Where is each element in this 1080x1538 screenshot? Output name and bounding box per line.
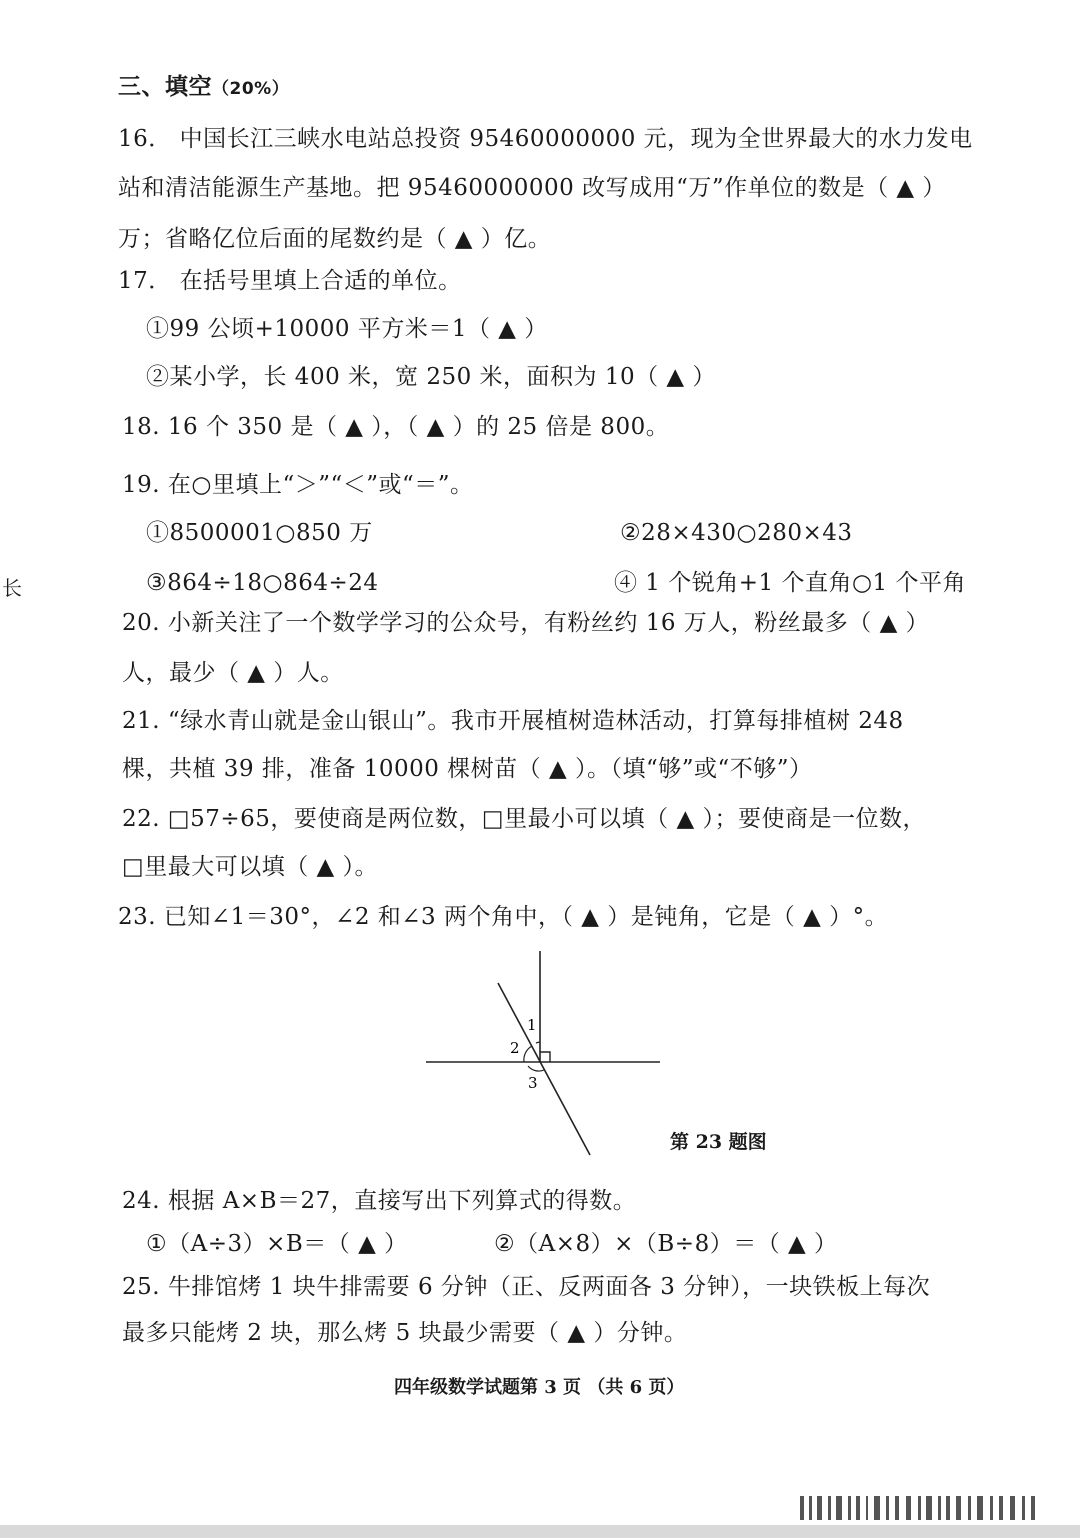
q16-line-3: 万；省略亿位后面的尾数约是（ ▲ ）亿。 — [118, 226, 552, 252]
q25-line-2: 最多只能烤 2 块，那么烤 5 块最少需要（ ▲ ）分钟。 — [122, 1320, 688, 1346]
slanted-line — [498, 983, 590, 1155]
page-footer: 四年级数学试题第 3 页 （共 6 页） — [394, 1377, 685, 1398]
section-heading-pct: （20%） — [212, 79, 290, 99]
q19-item-1: ①8500001○850 万 — [146, 520, 373, 546]
angle-label-1: 1 — [527, 1016, 537, 1034]
q19-item-3: ③864÷18○864÷24 — [146, 570, 379, 596]
angle-label-2: 2 — [510, 1039, 520, 1057]
scan-barcode-artifact — [800, 1496, 1050, 1520]
q16-line-1: 16． 中国长江三峡水电站总投资 95460000000 元，现为全世界最大的水力发电 — [118, 126, 973, 152]
section-heading-main: 三、填空 — [118, 74, 212, 100]
q24-line-1: 24. 根据 A×B＝27，直接写出下列算式的得数。 — [122, 1188, 637, 1214]
q17-line-1: 17． 在括号里填上合适的单位。 — [118, 268, 462, 294]
q24-item-2: ②（A×8）×（B÷8）＝（ ▲ ） — [494, 1231, 838, 1257]
q24-item-1: ①（A÷3）×B＝（ ▲ ） — [146, 1231, 408, 1257]
q22-line-1: 22. □57÷65，要使商是两位数，□里最小可以填（ ▲ ）；要使商是一位数， — [122, 806, 926, 832]
q21-line-1: 21. “绿水青山就是金山银山”。我市开展植树造林活动，打算每排植树 248 — [122, 708, 904, 734]
scan-edge-strip — [0, 1525, 1080, 1538]
q18-line-1: 18. 16 个 350 是（ ▲ ），（ ▲ ）的 25 倍是 800。 — [122, 414, 670, 440]
q22-line-2: □里最大可以填（ ▲ ）。 — [122, 854, 379, 880]
q17-item-1: ①99 公顷+10000 平方米＝1（ ▲ ） — [146, 316, 548, 342]
q20-line-2: 人，最少（ ▲ ）人。 — [122, 660, 344, 686]
section-heading — [118, 72, 1080, 104]
q19-item-4: ④ 1 个锐角+1 个直角○1 个平角 — [614, 570, 966, 596]
angle-label-3: 3 — [528, 1074, 538, 1092]
q17-item-2: ②某小学，长 400 米，宽 250 米，面积为 10（ ▲ ） — [146, 364, 716, 390]
q21-line-2: 棵，共植 39 排，准备 10000 棵树苗（ ▲ ）。（填“够”或“不够”） — [122, 756, 813, 782]
angle-arc-2 — [524, 1046, 532, 1062]
q20-line-1: 20. 小新关注了一个数学学习的公众号，有粉丝约 16 万人，粉丝最多（ ▲ ） — [122, 610, 930, 636]
q16-line-2: 站和清洁能源生产基地。把 95460000000 改写成用“万”作单位的数是（ ▲ ） — [118, 175, 946, 201]
q19-item-2: ②28×430○280×43 — [620, 520, 853, 546]
figure-caption: 第 23 题图 — [670, 1131, 767, 1153]
q19-line-1: 19. 在○里填上“＞”“＜”或“＝”。 — [122, 472, 474, 498]
margin-mark: 长 — [2, 576, 22, 600]
q25-line-1: 25. 牛排馆烤 1 块牛排需要 6 分钟（正、反两面各 3 分钟），一块铁板上每次 — [122, 1274, 931, 1300]
q23-angle-figure — [420, 945, 670, 1160]
angle-arc-3 — [528, 1066, 544, 1071]
right-angle-mark — [540, 1052, 550, 1062]
q23-line-1: 23. 已知∠1＝30°，∠2 和∠3 两个角中，（ ▲ ）是钝角，它是（ ▲ ）°。 — [118, 904, 889, 930]
